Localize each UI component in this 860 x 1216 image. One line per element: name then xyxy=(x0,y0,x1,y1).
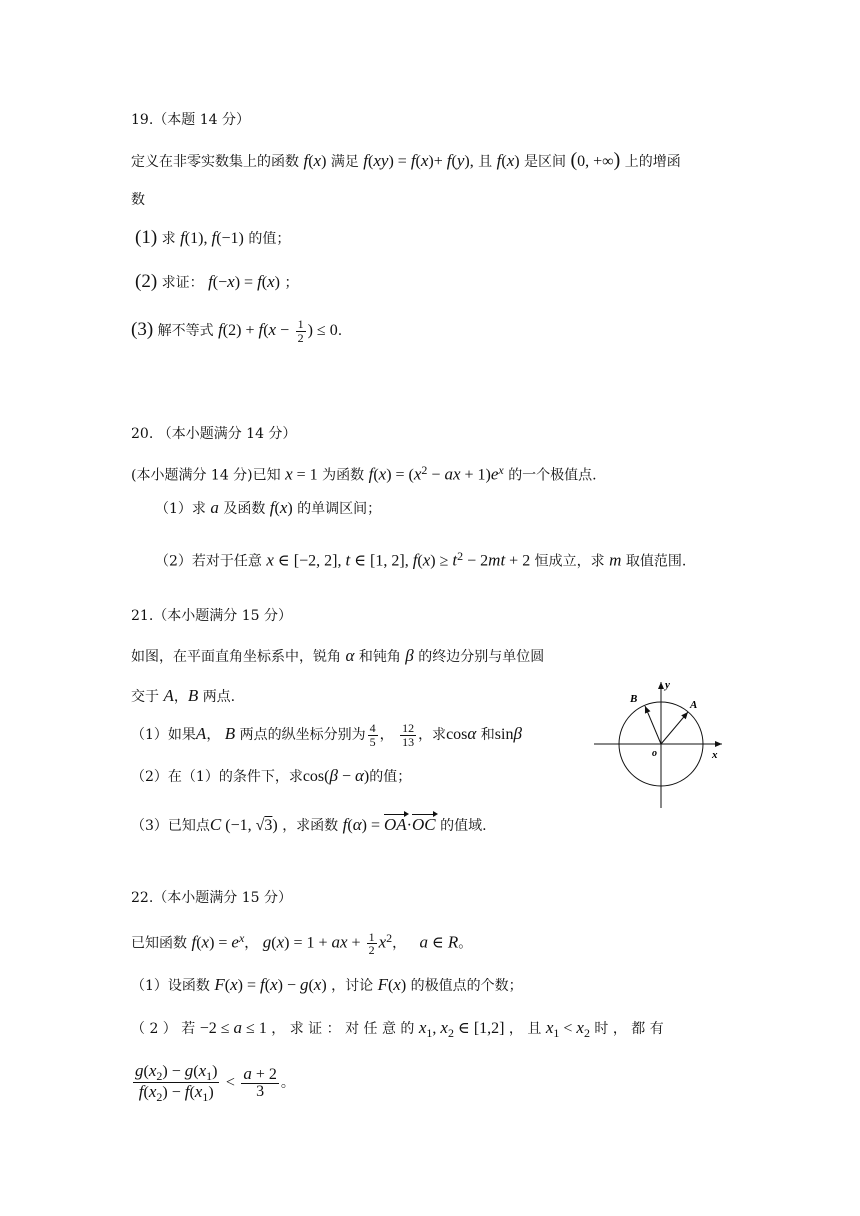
q20-part-2: （2）若对于任意 x ∈ [−2, 2], t ∈ [1, 2], $f(x) \ge t^2 - 2mt + 2$ 恒成立，求 m 取值范围. xyxy=(155,549,687,570)
label-a: A xyxy=(690,699,698,711)
q19-stem: 定义在非零实数集上的函数 f(x) 满足 f(xy) = f(x)+ f(y), 且 f(x) 是区间 (0, +∞) 上的增函 xyxy=(131,149,681,171)
q21-stem: 如图，在平面直角坐标系中，锐角 α 和钝角 β 的终边分别与单位圆 xyxy=(131,646,545,665)
label-y: y xyxy=(665,679,670,691)
q21-part-1: （1）如果A， B 两点的纵坐标分别为 $\frac{4}{5}$ ， $\frac{12}{13}$ ，求cosα 和sinβ xyxy=(131,721,522,749)
q20-part-1: （1）求 a 及函数 f(x) 的单调区间； xyxy=(155,498,382,517)
label-o: o xyxy=(652,748,657,759)
q20-stem: (本小题满分 14 分)已知 x = 1 为函数 $f(x) = (x^2$ − ax + $1)e^x$ 的一个极值点. xyxy=(131,463,597,484)
ray-oa xyxy=(661,712,688,744)
q21-stem-cont: 交于 A，B 两点. xyxy=(131,686,236,705)
q19-part-3: (3) 解不等式 f(2) + f(x − $\frac{1}{2}$ ) ≤ 0. xyxy=(131,317,343,345)
q22-heading: 22.（本小题满分 15 分） xyxy=(131,890,292,906)
q21-part-3: （3）已知点C (−1, √3) ，求函数 f(α) = OA·OC 的值域. xyxy=(131,815,487,834)
q19-part-1: (1) 求 f(1), f(−1) 的值； xyxy=(135,227,291,248)
q22-part-2: （ 2 ） 若 −2 ≤ a ≤ 1 ， 求 证 ： 对 任 意 的 $x_1$, $x_2$ ∈ [1,2] ， 且 $x_1 < x_2$ 时 ， 都 有 xyxy=(131,1018,664,1040)
unit-circle-figure xyxy=(594,676,754,816)
q22-part-2-inequality: $\frac{g(x_2) - g(x_1)}{f(x_2) - f(x_1)}$ < $\frac{a + 2}{3}$ 。 xyxy=(135,1061,295,1105)
q19-part-2: (2) 求证： f(−x) = f(x) ； xyxy=(135,271,299,292)
q20-heading: 20. （本小题满分 14 分） xyxy=(131,426,297,442)
label-b: B xyxy=(630,693,638,705)
q22-part-1: （1）设函数 F(x) = f(x) − g(x) ，讨论 F(x) 的极值点的个数； xyxy=(131,975,523,994)
q19-heading: 19.（本题 14 分） xyxy=(131,112,250,128)
q21-part-2: （2）在（1）的条件下，求cos(β − α)的值； xyxy=(131,766,412,785)
q22-stem: 已知函数 $f(x) = e^x$， g(x) = 1 + ax + $\frac{1}{2}$ $x^2$， a ∈ R。 xyxy=(131,929,473,958)
label-x: x xyxy=(712,749,718,761)
ray-ob xyxy=(645,706,661,744)
q19-stem-cont: 数 xyxy=(131,192,145,208)
q21-heading: 21.（本小题满分 15 分） xyxy=(131,608,292,624)
